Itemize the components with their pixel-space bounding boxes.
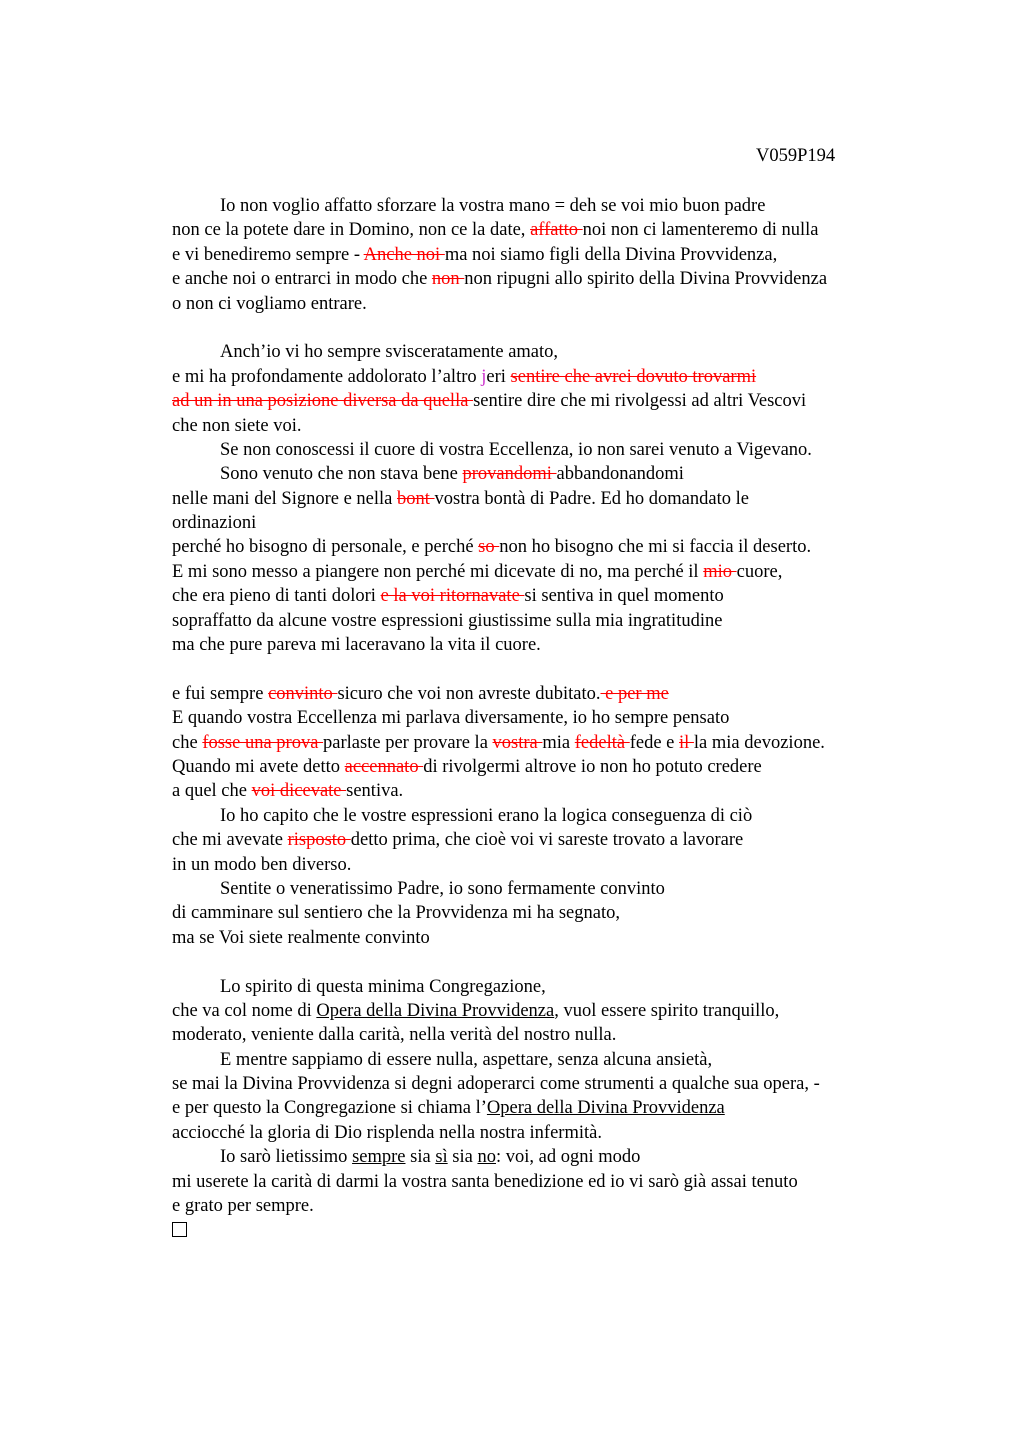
text-run: Sentite o veneratissimo Padre, io sono fermamente convinto: [220, 878, 665, 899]
text-run: o non ci vogliamo entrare.: [172, 293, 367, 314]
deleted-text: affatto: [530, 220, 583, 241]
text-line: [172, 218, 1012, 242]
text-run: perché ho bisogno di personale, e perché: [172, 537, 479, 558]
text-line: [172, 828, 1012, 852]
text-line: [172, 340, 1012, 364]
deleted-text: risposto: [287, 830, 351, 851]
deleted-text: ad un in una posizione diversa da quella: [172, 391, 474, 412]
text-run: che mi avevate: [172, 830, 288, 851]
deleted-text: sentire che avrei dovuto trovarmi: [510, 366, 757, 387]
text-run: fede e: [629, 732, 680, 753]
text-run: e anche noi o entrarci in modo che: [172, 269, 432, 290]
text-run: che: [172, 732, 203, 753]
text-line: [172, 1170, 1012, 1194]
deleted-text: provandomi: [462, 464, 557, 485]
text-run: sia: [405, 1147, 436, 1168]
text-run: sia: [447, 1147, 478, 1168]
text-run: a quel che: [172, 781, 252, 802]
text-line: [172, 682, 1012, 706]
text-line: [172, 1096, 1012, 1120]
text-run: cuore,: [736, 561, 783, 582]
text-run: in un modo ben diverso.: [172, 854, 352, 875]
text-line: [172, 1023, 1012, 1047]
text-run: di rivolgermi altrove io non ho potuto credere: [423, 756, 762, 777]
blank-line: [172, 657, 1012, 681]
text-run: non ripugni allo spirito della Divina Provvidenza: [464, 269, 828, 290]
text-line: [172, 731, 1012, 755]
text-run: vostra bontà di Padre. Ed ho domandato le: [434, 488, 749, 509]
blank-line: [172, 950, 1012, 974]
text-run: Quando mi avete detto: [172, 756, 345, 777]
text-run: E mentre sappiamo di essere nulla, aspettare, senza alcuna ansietà,: [220, 1049, 713, 1070]
text-run: e grato per sempre.: [172, 1196, 314, 1217]
text-run: moderato, veniente dalla carità, nella verità del nostro nulla.: [172, 1025, 617, 1046]
text-run: ordinazioni: [172, 513, 257, 534]
text-run: detto prima, che cioè voi vi sareste trovato a lavorare: [350, 830, 744, 851]
text-run: Io non voglio affatto sforzare la vostra mano = deh se voi mio buon padre: [220, 196, 766, 216]
text-line: [172, 194, 1012, 218]
text-run: : voi, ad ogni modo: [495, 1147, 641, 1168]
text-run: si sentiva in quel momento: [524, 586, 724, 607]
text-run: mia: [542, 732, 575, 753]
deleted-text: voi dicevate: [251, 781, 347, 802]
text-line: [172, 487, 1012, 511]
text-run: sopraffatto da alcune vostre espressioni giustissime sulla mia ingratitudine: [172, 610, 723, 631]
text-run: abbandonandomi: [556, 464, 684, 485]
text-run: ma che pure pareva mi laceravano la vita il cuore.: [172, 635, 541, 656]
text-run: Sono venuto che non stava bene: [220, 464, 463, 485]
text-line: [172, 267, 1012, 291]
text-run: ma se Voi siete realmente convinto: [172, 927, 430, 948]
deleted-text: il: [679, 732, 694, 753]
deleted-text: e la voi ritornavate: [380, 586, 525, 607]
text-run: Se non conoscessi il cuore di vostra Eccellenza, io non sarei venuto a Vigevano.: [220, 439, 812, 460]
text-line: [172, 389, 1012, 413]
text-run: che era pieno di tanti dolori: [172, 586, 381, 607]
text-run: la mia devozione.: [693, 732, 825, 753]
text-line: [172, 999, 1012, 1023]
text-line: [172, 901, 1012, 925]
deleted-text: Anche noi: [363, 244, 445, 265]
text-line: [172, 1194, 1012, 1218]
deleted-text: fedeltà: [574, 732, 630, 753]
text-run: sentiva.: [346, 781, 404, 802]
text-run: Io ho capito che le vostre espressioni erano la logica conseguenza di ciò: [220, 805, 753, 826]
deleted-text: mio: [703, 561, 737, 582]
end-box-icon: [172, 1222, 187, 1237]
text-line: [172, 511, 1012, 535]
letter-body: [172, 194, 1012, 1243]
inserted-text: j: [481, 366, 487, 387]
text-line: [172, 804, 1012, 828]
end-marker-line: [172, 1218, 1012, 1242]
text-line: [172, 438, 1012, 462]
deleted-text: non: [431, 269, 465, 290]
text-run: e vi benediremo sempre -: [172, 244, 364, 265]
text-run: sentire dire che mi rivolgessi ad altri Vescovi: [473, 391, 807, 412]
blank-line: [172, 316, 1012, 340]
text-line: [172, 1048, 1012, 1072]
deleted-text: bont: [397, 488, 435, 509]
underlined-text: Opera della Divina Provvidenza: [316, 1000, 555, 1021]
text-line: [172, 975, 1012, 999]
text-line: [172, 877, 1012, 901]
text-line: [172, 462, 1012, 486]
page-reference: V059P194: [756, 146, 836, 166]
text-run: e fui sempre: [172, 683, 269, 704]
text-line: [172, 926, 1012, 950]
deleted-text: e per me: [600, 683, 669, 704]
text-line: [172, 1072, 1012, 1096]
underlined-text: no: [477, 1147, 496, 1168]
text-run: E mi sono messo a piangere non perché mi dicevate di no, ma perché il: [172, 561, 704, 582]
text-line: [172, 584, 1012, 608]
text-run: e per questo la Congregazione si chiama l’: [172, 1098, 487, 1119]
text-run: acciocché la gloria di Dio risplenda nella nostra infermità.: [172, 1122, 602, 1143]
text-line: [172, 243, 1012, 267]
deleted-text: fosse una prova: [202, 732, 324, 753]
text-run: nelle mani del Signore e nella: [172, 488, 398, 509]
text-run: non ce la potete dare in Domino, non ce la date,: [172, 220, 531, 241]
text-run: Io sarò lietissimo: [220, 1147, 353, 1168]
text-line: [172, 706, 1012, 730]
text-run: parlaste per provare la: [323, 732, 493, 753]
text-line: [172, 853, 1012, 877]
deleted-text: convinto: [268, 683, 338, 704]
text-run: non ho bisogno che mi si faccia il deserto.: [499, 537, 812, 558]
text-line: [172, 609, 1012, 633]
text-line: [172, 1145, 1012, 1169]
text-run: se mai la Divina Provvidenza si degni adoperarci come strumenti a qualche sua opera, -: [172, 1074, 820, 1095]
text-run: che va col nome di: [172, 1000, 317, 1021]
text-run: sicuro che voi non avreste dubitato.: [337, 683, 601, 704]
text-line: [172, 535, 1012, 559]
text-run: eri: [486, 366, 511, 387]
text-run: che non siete voi.: [172, 415, 302, 436]
text-line: [172, 292, 1012, 316]
text-line: [172, 560, 1012, 584]
text-run: Lo spirito di questa minima Congregazione,: [220, 976, 546, 997]
text-run: mi userete la carità di darmi la vostra santa benedizione ed io vi sarò già assai tenuto: [172, 1171, 798, 1192]
text-run: Anch’io vi ho sempre svisceratamente amato,: [220, 342, 559, 363]
underlined-text: sempre: [352, 1147, 406, 1168]
text-line: [172, 365, 1012, 389]
text-line: [172, 633, 1012, 657]
text-line: [172, 1121, 1012, 1145]
text-line: [172, 779, 1012, 803]
deleted-text: vostra: [492, 732, 543, 753]
text-run: e mi ha profondamente addolorato l’altro: [172, 366, 482, 387]
deleted-text: accennato: [344, 756, 424, 777]
deleted-text: so: [478, 537, 500, 558]
text-run: noi non ci lamenteremo di nulla: [582, 220, 819, 241]
underlined-text: sì: [435, 1147, 448, 1168]
text-run: , vuol essere spirito tranquillo,: [554, 1000, 780, 1021]
text-run: ma noi siamo figli della Divina Provvidenza,: [444, 244, 778, 265]
text-run: E quando vostra Eccellenza mi parlava diversamente, io ho sempre pensato: [172, 708, 730, 729]
text-run: di camminare sul sentiero che la Provvidenza mi ha segnato,: [172, 903, 620, 924]
underlined-text: Opera della Divina Provvidenza: [486, 1098, 725, 1119]
text-line: [172, 755, 1012, 779]
text-line: [172, 414, 1012, 438]
